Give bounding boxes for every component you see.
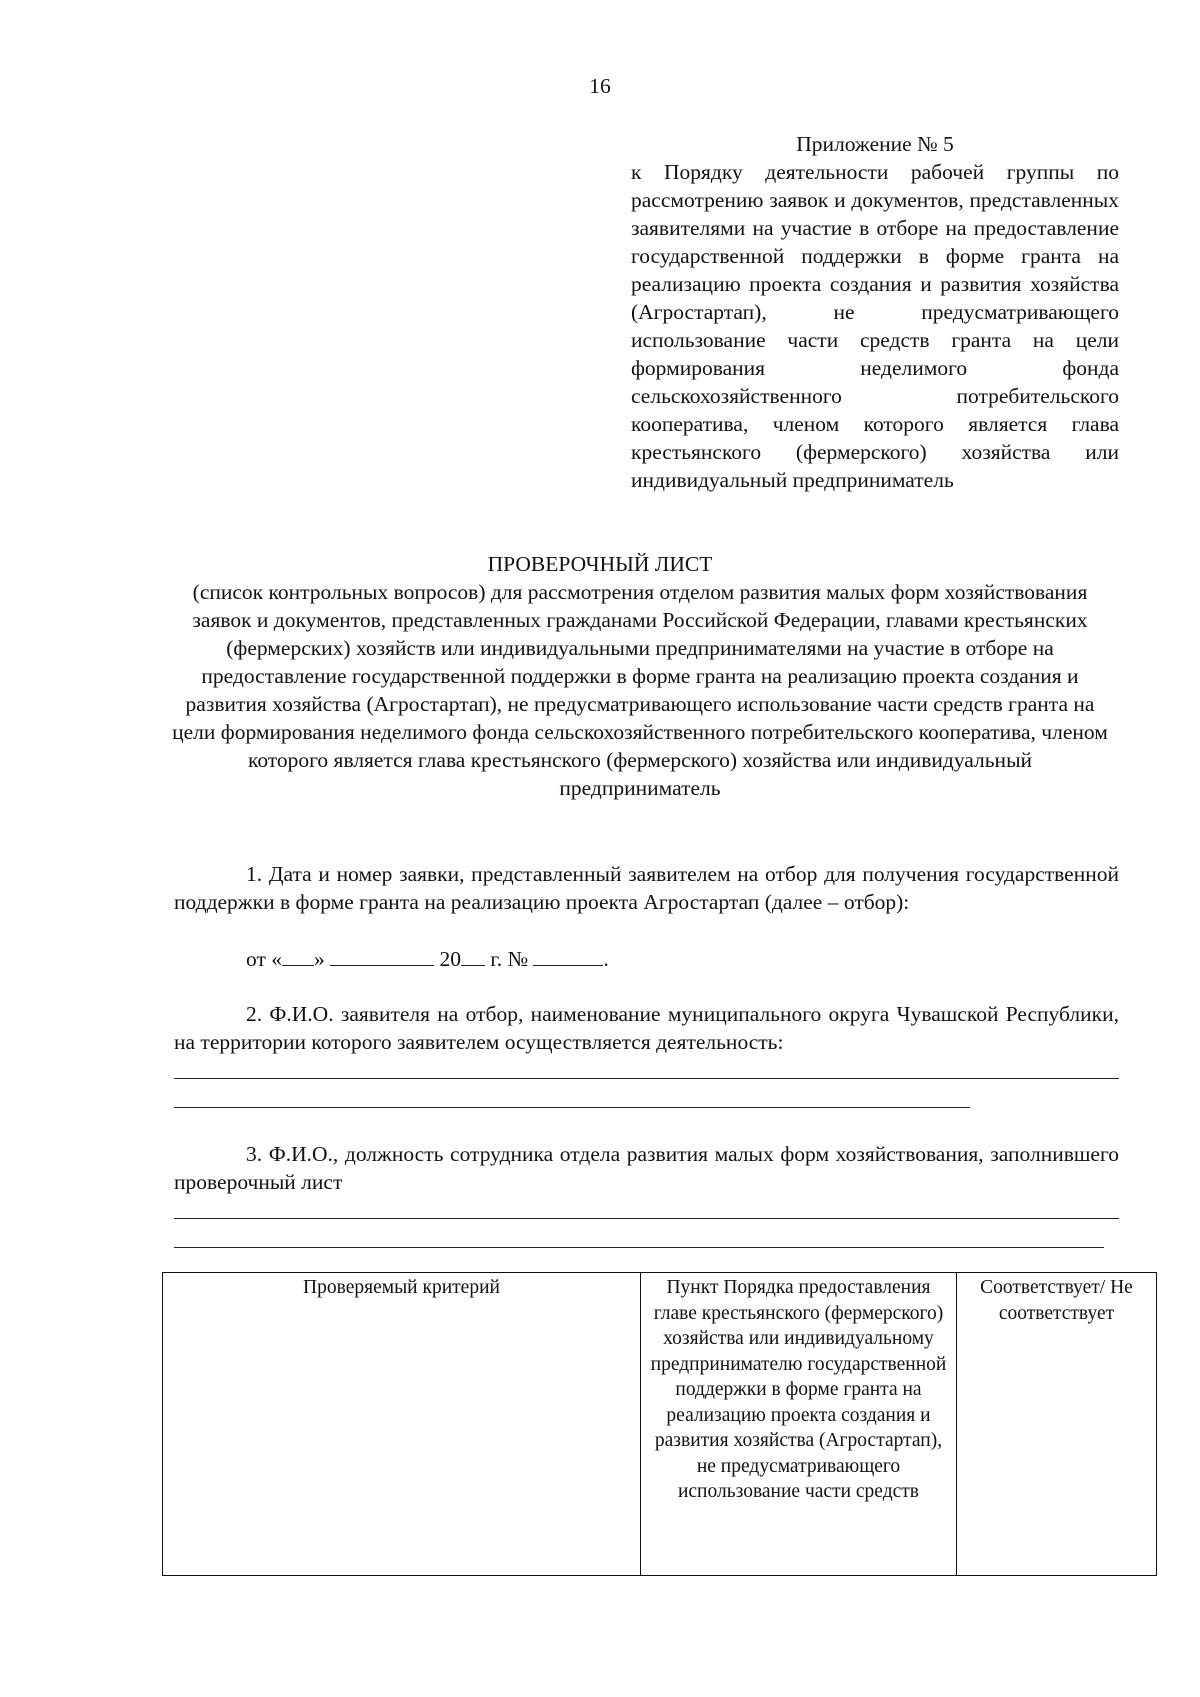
date-close-quote: » bbox=[314, 947, 325, 971]
date-from-label: от « bbox=[246, 947, 282, 971]
table-header-row bbox=[163, 1273, 1157, 1576]
header-criterion: Проверяемый критерий bbox=[163, 1273, 641, 1576]
document-title: ПРОВЕРОЧНЫЙ ЛИСТ bbox=[487, 552, 713, 576]
day-blank bbox=[282, 945, 314, 966]
number-blank bbox=[533, 945, 603, 966]
appendix-block bbox=[631, 130, 1119, 494]
criteria-table bbox=[162, 1272, 1157, 1576]
header-compliance: Соответствует/ Не соответствует bbox=[957, 1273, 1157, 1576]
appendix-title: Приложение № 5 bbox=[796, 132, 954, 156]
section-3-fill-line-2 bbox=[174, 1247, 1104, 1248]
section-2-text: 2. Ф.И.О. заявителя на отбор, наименование муниципального округа Чувашской Республики, на территории которого заявителем осуществляется деятельность: bbox=[174, 1002, 1119, 1054]
section-2-fill-line-1 bbox=[174, 1078, 1119, 1079]
section-1-text: 1. Дата и номер заявки, представленный заявителем на отбор для получения государственной поддержки в форме гранта на реализацию проекта Агростартап (далее – отбор): bbox=[174, 862, 1119, 914]
year-prefix: 20 bbox=[439, 947, 461, 971]
document-subtitle: (список контрольных вопросов) для рассмотрения отделом развития малых форм хозяйствования заявок и документов, представленных гражданами Российской Федерации, главами крестьянских (фермерских) хозяйств или индивидуальными предпринимателями на участие в отборе на предоставление государственной поддержки в форме гранта на реализацию проекта создания и развития хозяйства (Агростартап), не предусматривающего использование части средств гранта на цели формирования неделимого фонда сельскохозяйственного потребительского кооператива, членом которого является глава крестьянского (фермерского) хозяйства или индивидуальный предприниматель bbox=[172, 580, 1108, 800]
appendix-text: к Порядку деятельности рабочей группы по рассмотрению заявок и документов, представленных заявителями на участие в отборе на предоставление государственной поддержки в форме гранта на реализацию проекта создания и развития хозяйства (Агростартап), не предусматривающего использование части средств гранта на цели формирования неделимого фонда сельскохозяйственного потребительского кооператива, членом которого является глава крестьянского (фермерского) хозяйства или индивидуальный предприниматель bbox=[631, 160, 1119, 492]
year-suffix: г. № bbox=[490, 947, 529, 971]
section-2-fill-line-2 bbox=[174, 1107, 970, 1108]
year-blank bbox=[461, 945, 485, 966]
date-number-line bbox=[246, 945, 609, 973]
line-end: . bbox=[603, 947, 609, 971]
header-clause: Пункт Порядка предоставления главе крестьянского (фермерского) хозяйства или индивидуальному предпринимателю государственной поддержки в форме гранта на реализацию проекта создания и развития хозяйства (Агростартап), не предусматривающего использование части средств bbox=[641, 1273, 957, 1576]
section-3-text: 3. Ф.И.О., должность сотрудника отдела развития малых форм хозяйствования, заполнившего проверочный лист bbox=[174, 1142, 1119, 1194]
section-3-fill-line-1 bbox=[174, 1218, 1119, 1219]
page-number: 16 bbox=[589, 74, 611, 98]
month-blank bbox=[330, 945, 434, 966]
